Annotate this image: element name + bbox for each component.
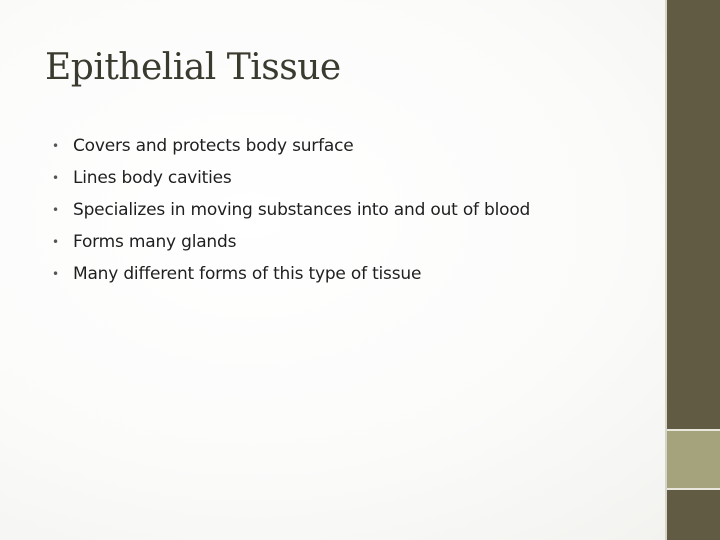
bullet-dot-icon: • — [52, 235, 59, 249]
bullet-item — [50, 130, 650, 162]
accent-block — [667, 431, 720, 488]
slide-title: Epithelial Tissue — [45, 47, 341, 88]
bullet-list — [50, 130, 650, 290]
bullet-item — [50, 162, 650, 194]
bullet-text: Specializes in moving substances into and out of blood — [73, 200, 531, 220]
bullet-text: Many different forms of this type of tissue — [73, 264, 422, 284]
bullet-item — [50, 194, 650, 226]
accent-edge-bottom — [667, 488, 720, 490]
bullet-text: Lines body cavities — [73, 168, 232, 188]
bullet-text: Covers and protects body surface — [73, 136, 354, 156]
bullet-text: Forms many glands — [73, 232, 237, 252]
bullet-dot-icon: • — [52, 171, 59, 185]
bullet-dot-icon: • — [52, 139, 59, 153]
bullet-dot-icon: • — [52, 267, 59, 281]
bullet-item — [50, 226, 650, 258]
bullet-dot-icon: • — [52, 203, 59, 217]
bullet-item — [50, 258, 650, 290]
